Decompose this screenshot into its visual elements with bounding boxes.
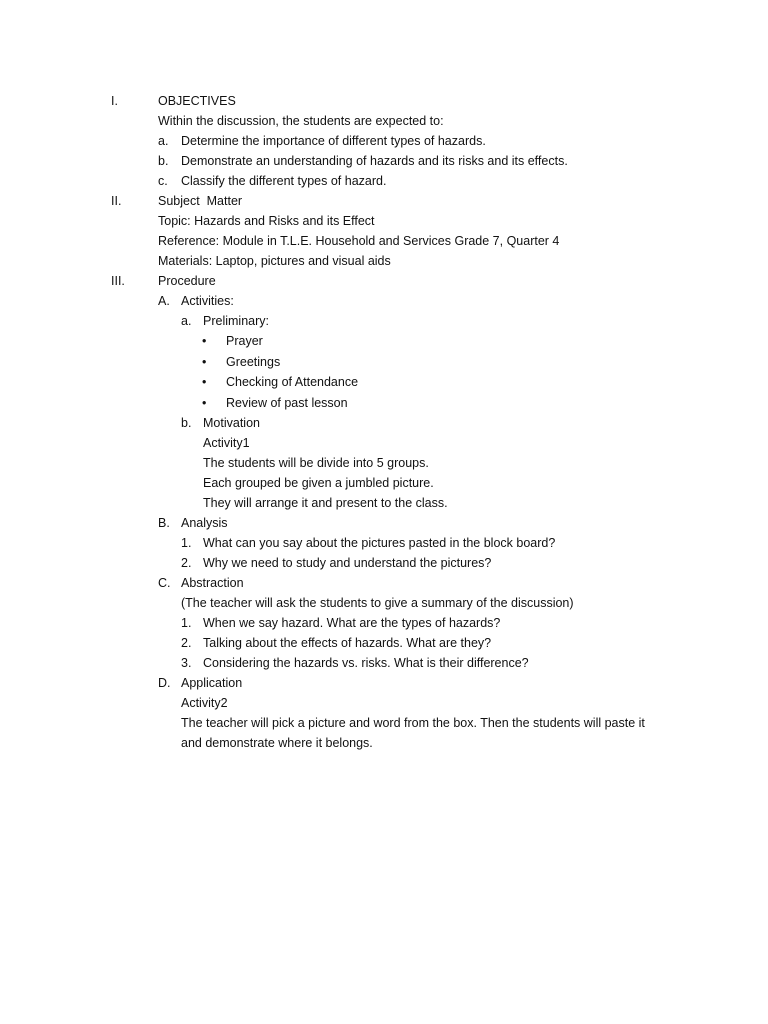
- part-marker: A.: [158, 294, 170, 308]
- motivation-line: [0, 433, 768, 453]
- application-line: [0, 693, 768, 713]
- section-numeral: I.: [111, 94, 118, 108]
- bullet-text: Checking of Attendance: [226, 375, 359, 389]
- materials-text: Materials: Laptop, pictures and visual aids: [158, 254, 391, 268]
- section-numeral: II.: [111, 194, 122, 208]
- motivation-text: Each grouped be given a jumbled picture.: [203, 476, 434, 490]
- motivation-text: Activity1: [203, 436, 250, 450]
- subpart-marker: a.: [181, 314, 192, 328]
- abstraction-item: [0, 653, 768, 673]
- bullet-item: [0, 331, 768, 352]
- subpart-title: Preliminary:: [203, 314, 269, 328]
- procedure-heading-line: [0, 271, 768, 291]
- item-marker: 2.: [181, 556, 192, 570]
- item-marker: 1.: [181, 616, 192, 630]
- bullet-icon: •: [202, 334, 207, 348]
- analysis-item: [0, 533, 768, 553]
- item-marker: c.: [158, 174, 168, 188]
- objectives-intro-line: [0, 111, 768, 131]
- part-title: Abstraction: [181, 576, 244, 590]
- section-numeral: III.: [111, 274, 125, 288]
- abstraction-item: [0, 633, 768, 653]
- item-text: Determine the importance of different types of hazards.: [181, 134, 486, 148]
- item-marker: 2.: [181, 636, 192, 650]
- subject-matter-heading-line: [0, 191, 768, 211]
- bullet-icon: •: [202, 375, 207, 389]
- item-text: Talking about the effects of hazards. What are they?: [203, 636, 492, 650]
- section-heading: Subject Matter: [158, 194, 243, 208]
- part-title: Application: [181, 676, 243, 690]
- bullet-text: Prayer: [226, 334, 263, 348]
- item-text: Why we need to study and understand the pictures?: [203, 556, 492, 570]
- part-marker: C.: [158, 576, 171, 590]
- application-text: and demonstrate where it belongs.: [181, 736, 373, 750]
- bullet-item: [0, 352, 768, 373]
- item-text: Demonstrate an understanding of hazards and its risks and its effects.: [181, 154, 568, 168]
- item-text: Considering the hazards vs. risks. What is their difference?: [203, 656, 529, 670]
- application-line: [0, 713, 768, 733]
- item-text: What can you say about the pictures pasted in the block board?: [203, 536, 556, 550]
- application-text: The teacher will pick a picture and word from the box. Then the students will paste it: [181, 716, 645, 730]
- materials-line: [0, 251, 768, 271]
- part-title: Analysis: [181, 516, 228, 530]
- analysis-heading-line: [0, 513, 768, 533]
- item-text: Classify the different types of hazard.: [181, 174, 387, 188]
- subpart-title: Motivation: [203, 416, 260, 430]
- topic-text: Topic: Hazards and Risks and its Effect: [158, 214, 375, 228]
- motivation-text: They will arrange it and present to the class.: [203, 496, 448, 510]
- objectives-heading-line: [0, 91, 768, 111]
- item-text: When we say hazard. What are the types of hazards?: [203, 616, 501, 630]
- motivation-line: [0, 453, 768, 473]
- abstraction-note: (The teacher will ask the students to give a summary of the discussion): [181, 596, 574, 610]
- activities-heading-line: [0, 291, 768, 311]
- bullet-item: [0, 372, 768, 393]
- preliminary-heading-line: [0, 311, 768, 331]
- item-marker: b.: [158, 154, 169, 168]
- topic-line: [0, 211, 768, 231]
- bullet-item: [0, 393, 768, 414]
- bullet-icon: •: [202, 395, 207, 410]
- abstraction-heading-line: [0, 573, 768, 593]
- application-text: Activity2: [181, 696, 228, 710]
- objectives-intro: Within the discussion, the students are expected to:: [158, 114, 444, 128]
- section-heading: OBJECTIVES: [158, 94, 236, 108]
- subpart-marker: b.: [181, 416, 192, 430]
- objective-item: [0, 171, 768, 191]
- objective-item: [0, 131, 768, 151]
- motivation-heading-line: [0, 413, 768, 433]
- bullet-text: Review of past lesson: [226, 395, 348, 410]
- bullet-text: Greetings: [226, 354, 281, 369]
- item-marker: 3.: [181, 656, 192, 670]
- motivation-line: [0, 493, 768, 513]
- item-marker: a.: [158, 134, 169, 148]
- motivation-line: [0, 473, 768, 493]
- part-title: Activities:: [181, 294, 234, 308]
- application-line: [0, 733, 768, 753]
- abstraction-item: [0, 613, 768, 633]
- lesson-plan: [0, 91, 768, 753]
- reference-text: Reference: Module in T.L.E. Household and Services Grade 7, Quarter 4: [158, 234, 560, 248]
- section-heading: Procedure: [158, 274, 216, 288]
- bullet-icon: •: [202, 354, 207, 369]
- item-marker: 1.: [181, 536, 192, 550]
- motivation-text: The students will be divide into 5 groups.: [203, 456, 429, 470]
- objective-item: [0, 151, 768, 171]
- abstraction-note-line: [0, 593, 768, 613]
- analysis-item: [0, 553, 768, 573]
- part-marker: D.: [158, 676, 171, 690]
- reference-line: [0, 231, 768, 251]
- part-marker: B.: [158, 516, 170, 530]
- application-heading-line: [0, 673, 768, 693]
